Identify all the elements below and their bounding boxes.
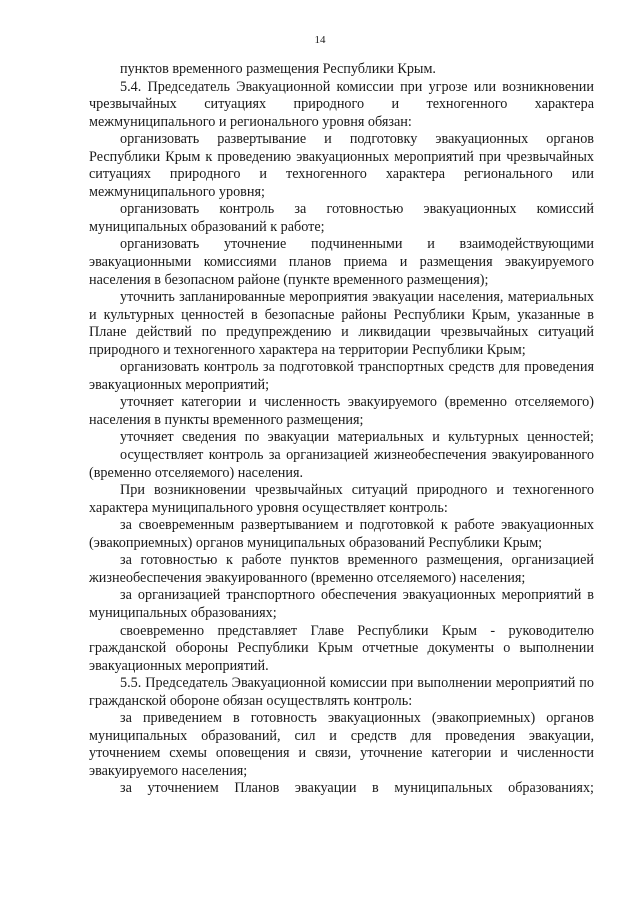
paragraph: пунктов временного размещения Республики Крым. — [120, 61, 436, 77]
paragraph: за приведением в готовность эвакуационных (эвакоприемных) органов муниципальных образований, сил и средств для проведения эвакуации, уточнением схемы оповещения и связи, уточнение категории и численности эвакуируемого населения; — [89, 710, 594, 779]
document-body — [89, 61, 594, 798]
paragraph: 5.5. Председатель Эвакуационной комиссии при выполнении мероприятий по гражданской обороне обязан осуществлять контроль: — [89, 675, 594, 709]
paragraph: уточнить запланированные мероприятия эвакуации населения, материальных и культурных ценностей в безопасные районы Республики Крым, указанные в Плане действий по предупреждению и ликвидации чрезвычайных ситуаций природного и техногенного характера на территории Республики Крым; — [89, 289, 594, 358]
paragraph: организовать контроль за готовностью эвакуационных комиссий муниципальных образований к работе; — [89, 201, 594, 235]
paragraph: 5.4. Председатель Эвакуационной комиссии при угрозе или возникновении чрезвычайных ситуациях природного и техногенного характера межмуниципального и регионального уровня обязан: — [89, 78, 594, 130]
paragraph: уточняет сведения по эвакуации материальных и культурных ценностей; — [120, 429, 594, 446]
paragraph: за своевременным развертыванием и подготовкой к работе эвакуационных (эвакоприемных) органов муниципальных образований Республики Крым; — [89, 517, 594, 551]
paragraph: за готовностью к работе пунктов временного размещения, организацией жизнеобеспечения эвакуированного (временно отселяемого) населения; — [89, 552, 594, 586]
paragraph: При возникновении чрезвычайных ситуаций природного и техногенного характера муниципального уровня осуществляет контроль: — [89, 482, 594, 516]
paragraph: за уточнением Планов эвакуации в муниципальных образованиях; — [120, 780, 594, 797]
paragraph: организовать уточнение подчиненными и взаимодействующими эвакуационными комиссиями планов приема и размещения эвакуируемого населения в безопасном районе (пункте временного размещения); — [89, 236, 594, 288]
page-number: 14 — [314, 34, 326, 46]
paragraph: своевременно представляет Главе Республики Крым - руководителю гражданской обороны Республики Крым отчетные документы о выполнении эвакуационных мероприятий. — [89, 622, 594, 674]
paragraph: за организацией транспортного обеспечения эвакуационных мероприятий в муниципальных образованиях; — [89, 587, 594, 621]
paragraph: уточняет категории и численность эвакуируемого (временно отселяемого) населения в пункты временного размещения; — [89, 394, 594, 428]
paragraph: организовать развертывание и подготовку эвакуационных органов Республики Крым к проведению эвакуационных мероприятий при чрезвычайных ситуациях природного и техногенного характера регионального или межмуниципального уровня; — [89, 131, 594, 200]
paragraph: организовать контроль за подготовкой транспортных средств для проведения эвакуационных мероприятий; — [89, 359, 594, 393]
paragraph: осуществляет контроль за организацией жизнеобеспечения эвакуированного (временно отселяемого) населения. — [89, 447, 594, 481]
